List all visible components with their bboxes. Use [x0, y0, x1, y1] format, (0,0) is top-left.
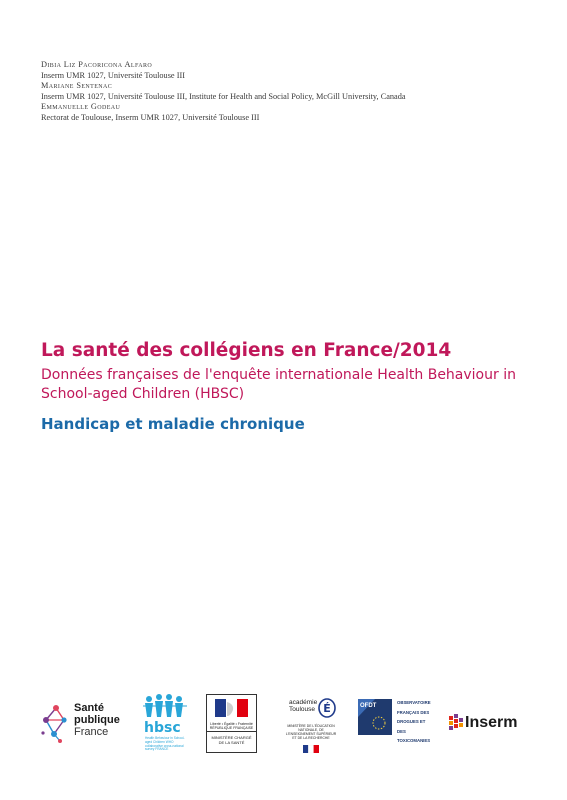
ofdt-logo [357, 695, 431, 743]
tricolor-flag-icon [303, 745, 319, 753]
ofdt-line3: DROGUES ET DES [397, 719, 426, 734]
marianne-flag-icon [207, 696, 256, 722]
hbsc-wordmark: hbsc [144, 720, 181, 736]
ofdt-name [397, 698, 433, 746]
inserm-wordmark: Inserm [465, 714, 518, 731]
ministere-divider [207, 731, 256, 732]
marianne-area [207, 695, 256, 731]
authors-block [41, 60, 551, 124]
sante-publique-france-logo [40, 700, 135, 746]
ofdt-line1: OBSERVATOIRE [397, 700, 431, 705]
author-affiliation: Inserm UMR 1027, Université Toulouse III [41, 70, 185, 80]
report-title: La santé des collégiens en France/2014 [41, 340, 452, 361]
ministere-sante-logo [206, 694, 257, 753]
republique-francaise-text: Liberté • Égalité • Fraternité RÉPUBLIQUE FRANÇAISE [209, 722, 254, 730]
author-name: Dibia Liz Pacoricona Alfaro [41, 60, 153, 69]
report-subtitle: Données françaises de l'enquête internationale Health Behaviour in School-aged Children (HBSC) [41, 367, 516, 402]
hbsc-tagline: Health Behaviour in School-aged Children WHO collaborative cross-national survey FRANCE [145, 736, 185, 752]
academie-wordmark: académie Toulouse [289, 699, 318, 713]
sante-publique-network-icon [40, 700, 72, 744]
ofdt-badge-text: OFDT [360, 703, 377, 709]
sp-line1: Santé [74, 702, 104, 714]
inserm-mosaic-icon [449, 714, 463, 734]
svg-text:É: É [323, 702, 331, 715]
sp-line3: France [74, 726, 109, 738]
ministere-name: MINISTÈRE CHARGÉ DE LA SANTÉ [211, 735, 252, 745]
ofdt-line4: TOXICOMANIES [397, 738, 431, 743]
author-name: Mariane Sentenac [41, 81, 113, 91]
hbsc-logo [141, 693, 189, 752]
author-affiliation: Inserm UMR 1027, Université Toulouse III, Institute for Health and Social Policy, McGill University, Canada [41, 91, 406, 101]
sp-line2: publique [74, 714, 120, 726]
hbsc-figures-icon [141, 693, 189, 721]
inserm-logo [449, 713, 529, 737]
academie-e-icon [318, 696, 336, 718]
ofdt-line2: FRANÇAIS DES [397, 709, 430, 715]
sante-publique-wordmark [74, 702, 120, 738]
academie-ministry: MINISTÈRE DE L'ÉDUCATION NATIONALE, DE L'ENSEIGNEMENT SUPÉRIEUR ET DE LA RECHERCHE [285, 724, 337, 740]
author-name: Emmanuelle Godeau [41, 102, 121, 112]
report-topic: Handicap et maladie chronique [41, 415, 305, 433]
author-affiliation: Rectorat de Toulouse, Inserm UMR 1027, Université Toulouse III [41, 112, 260, 122]
academie-toulouse-logo [285, 695, 337, 755]
